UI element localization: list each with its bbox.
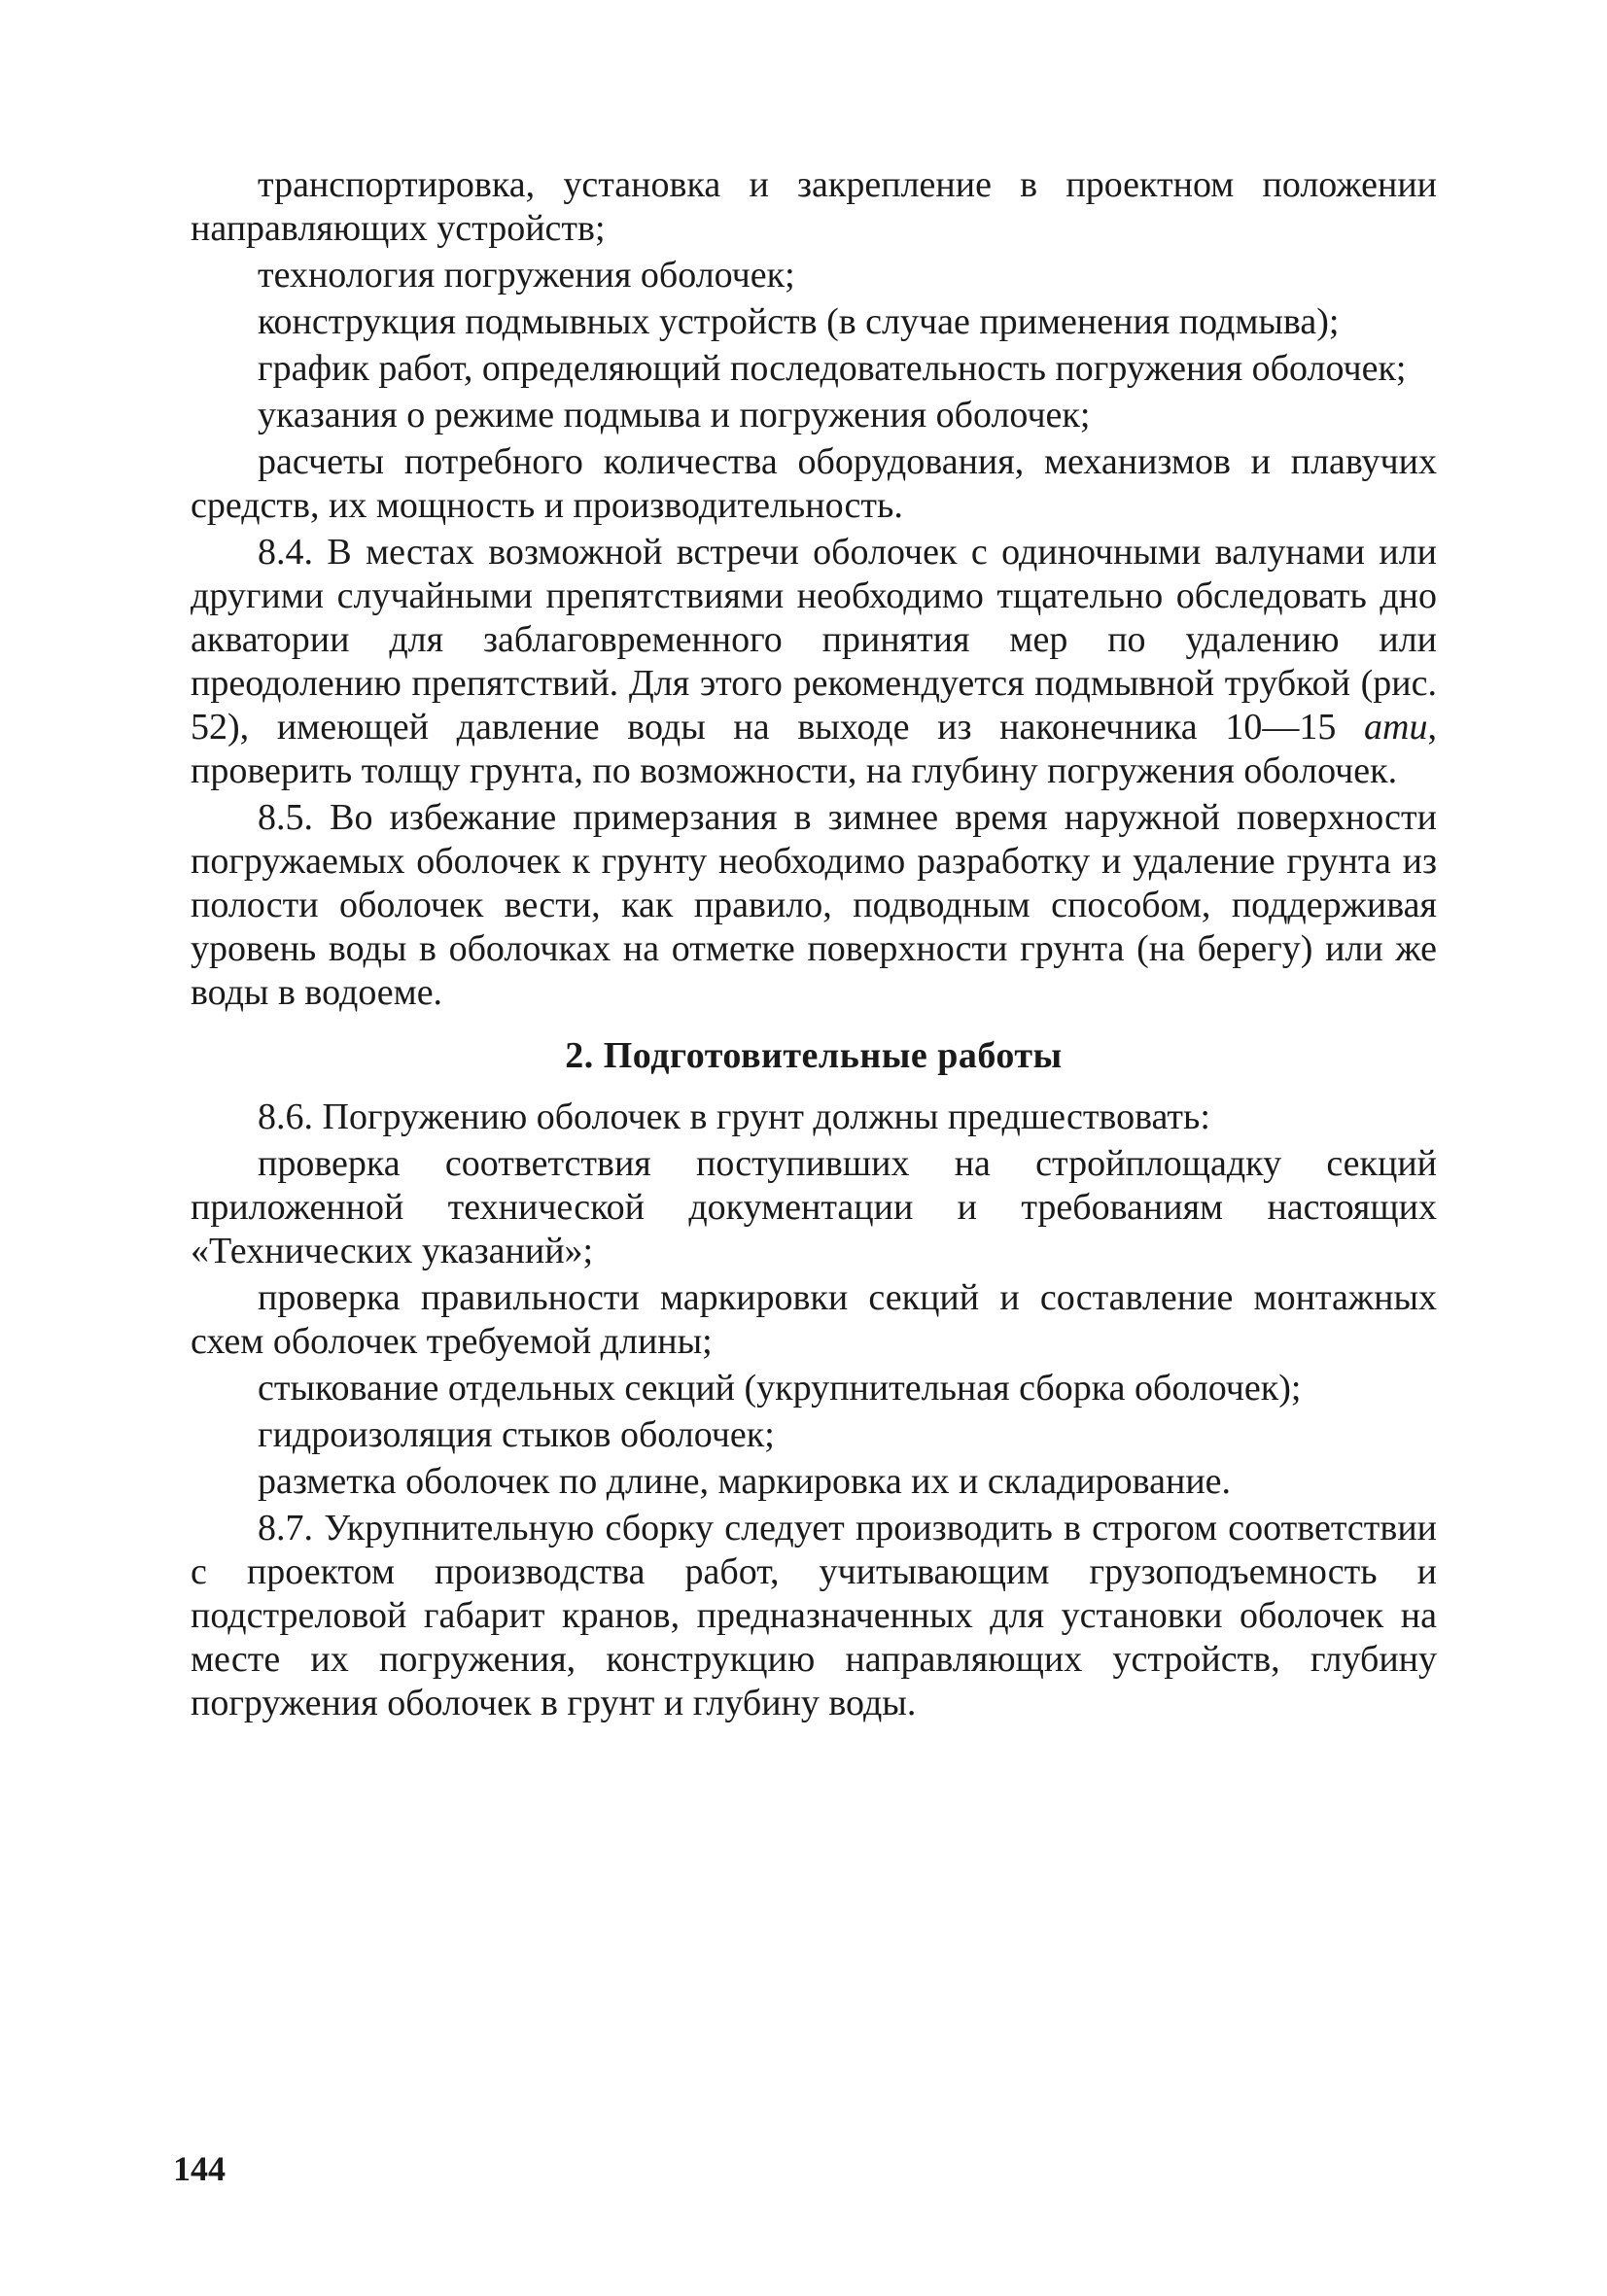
list-item: проверка правильности маркировки секций и составление монтажных схем оболочек требуемой длины; — [191, 1277, 1437, 1362]
pressure-unit: ати — [1364, 707, 1428, 748]
list-item: указания о режиме подмыва и погружения оболочек; — [258, 395, 1091, 435]
clause-8-4 — [191, 531, 1437, 793]
document-page — [191, 163, 1437, 1725]
clause-8-5: 8.5. Во избежание примерзания в зимнее время наружной поверхности погружаемых оболочек к грунту необходимо разработку и удаление грунта из полости оболочек вести, как правило, подводным способом, поддерживая уровень воды в оболочках на отметке поверхности грунта (на берегу) или же воды в водоеме. — [191, 797, 1437, 1013]
section-heading: 2. Подготовительные работы — [565, 1035, 1063, 1076]
clause-8-4-text-end: , проверить толщу грунта, по возможности, на глубину погружения оболочек. — [191, 707, 1437, 791]
list-item: технология погружения оболочек; — [258, 255, 795, 296]
list-item: график работ, определяющий последовательность погружения оболочек; — [258, 348, 1407, 389]
page-number: 144 — [173, 2149, 226, 2188]
list-item: гидроизоляция стыков оболочек; — [258, 1414, 775, 1455]
list-item: конструкция подмывных устройств (в случае применения подмыва); — [258, 301, 1340, 342]
clause-8-6: 8.6. Погружению оболочек в грунт должны предшествовать: — [258, 1096, 1210, 1137]
list-item: проверка соответствия поступивших на стройплощадку секций приложенной технической документации и требованиям настоящих «Технических указаний»; — [191, 1143, 1437, 1271]
list-item: расчеты потребного количества оборудования, механизмов и плавучих средств, их мощность и производительность. — [191, 441, 1437, 526]
clause-8-7: 8.7. Укрупнительную сборку следует производить в строгом соответствии с проектом производства работ, учитывающим грузоподъемность и подстреловой габарит кранов, предназначенных для установки оболочек на месте их погружения, конструкцию направляющих устройств, глубину погружения оболочек в грунт и глубину воды. — [191, 1508, 1437, 1723]
list-item: транспортировка, установка и закрепление в проектном положении направляющих устройств; — [191, 164, 1437, 249]
list-item: разметка оболочек по длине, маркировка их и складирование. — [258, 1461, 1232, 1502]
clause-8-4-text: 8.4. В местах возможной встречи оболочек с одиночными валунами или другими случайными препятствиями необходимо тщательно обследовать дно акватории для заблаговременного принятия мер по удалению или преодолению препятствий. Для этого рекомендуется подмывной трубкой (рис. 52), имеющей давление воды на выходе из наконечника 10—15 — [191, 532, 1437, 748]
list-item: стыкование отдельных секций (укрупнительная сборка оболочек); — [258, 1368, 1302, 1409]
